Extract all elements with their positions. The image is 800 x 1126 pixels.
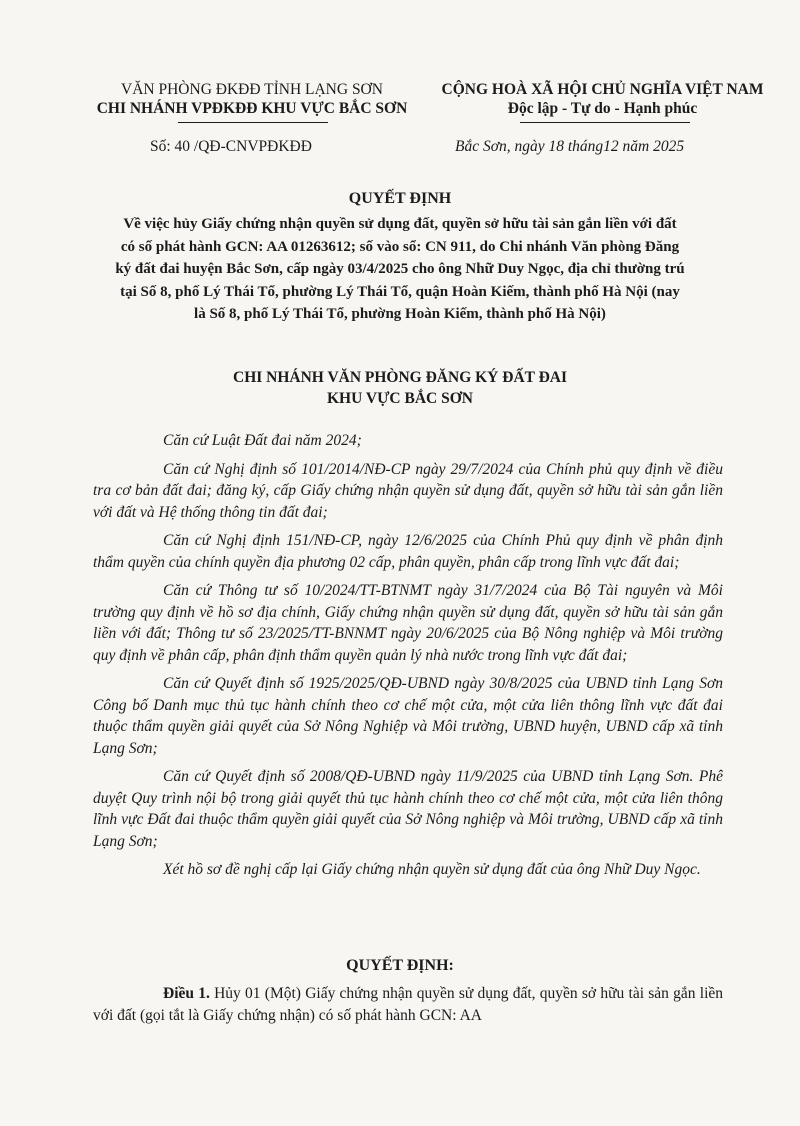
- document-subject: Về việc hủy Giấy chứng nhận quyền sử dụng đất, quyền sở hữu tài sản gắn liền với đất có số phát hành GCN: AA 01263612; số vào sổ: CN 911, do Chi nhánh Văn phòng Đăng ký đất đai huyện Bắc Sơn, cấp ngày 03/4/2025 cho ông Nhữ Duy Ngọc, địa chỉ thường trú tại Số 8, phố Lý Thái Tổ, phường Lý Thái Tổ, quận Hoàn Kiếm, thành phố Hà Nội (nay là Số 8, phố Lý Thái Tổ, phường Hoàn Kiếm, thành phố Hà Nội): [115, 216, 685, 322]
- agency-name: CHI NHÁNH VPĐKĐĐ KHU VỰC BẮC SƠN: [96, 100, 408, 117]
- legal-basis-item: Xét hồ sơ đề nghị cấp lại Giấy chứng nhận quyền sử dụng đất của ông Nhữ Duy Ngọc.: [163, 861, 701, 878]
- legal-basis-item: Căn cứ Quyết định số 2008/QĐ-UBND ngày 11/9/2025 của UBND tỉnh Lạng Sơn. Phê duyệt Quy trình nội bộ trong giải quyết thủ tục hành chính theo cơ chế một cửa, một cửa liên thông lĩnh vực Đất đai thuộc thẩm quyền giải quyết của Sở Nông nghiệp và Môi trường, UBND cấp xã tỉnh Lạng Sơn;: [93, 768, 723, 850]
- legal-basis-item: Căn cứ Nghị định 151/NĐ-CP, ngày 12/6/2025 của Chính Phủ quy định về phân định thẩm quyền của chính quyền địa phương 02 cấp, phân quyền, phân cấp trong lĩnh vực đất đai;: [93, 532, 723, 571]
- article-1-text: Hủy 01 (Một) Giấy chứng nhận quyền sử dụng đất, quyền sở hữu tài sản gắn liền với đất (gọi tắt là Giấy chứng nhận) có số phát hành GCN: AA: [93, 985, 724, 1024]
- article-1: [93, 983, 723, 1027]
- issuing-authority: [0, 367, 800, 409]
- document-number: Số: 40 /QĐ-CNVPĐKĐĐ: [150, 138, 312, 155]
- article-1-label: Điều 1.: [163, 985, 210, 1002]
- country-name: CỘNG HOÀ XÃ HỘI CHỦ NGHĨA VIỆT NAM: [441, 81, 764, 98]
- legal-basis-item: Căn cứ Luật Đất đai năm 2024;: [163, 432, 362, 449]
- document-date: Bắc Sơn, ngày 18 tháng12 năm 2025: [455, 138, 685, 155]
- motto-underline: [520, 122, 690, 123]
- agency-underline: [178, 122, 328, 123]
- parent-agency-name: VĂN PHÒNG ĐKĐĐ TỈNH LẠNG SƠN: [121, 81, 383, 98]
- legal-basis-item: Căn cứ Thông tư số 10/2024/TT-BTNMT ngày 31/7/2024 của Bộ Tài nguyên và Môi trường quy định về hồ sơ địa chính, Giấy chứng nhận quyền sử dụng đất, quyền sở hữu tài sản gắn liền với đất; Thông tư số 23/2025/TT-BNNMT ngày 20/6/2025 của Bộ Nông nghiệp và Môi trường quy định về phân cấp, phân định thẩm quyền quản lý nhà nước trong lĩnh vực đất đai;: [93, 582, 723, 664]
- national-motto-block: [425, 80, 780, 118]
- agency-block: [82, 80, 422, 118]
- issuer-line-2: KHU VỰC BẮC SƠN: [327, 390, 473, 407]
- legal-basis-item: Căn cứ Quyết định số 1925/2025/QĐ-UBND ngày 30/8/2025 của UBND tỉnh Lạng Sơn Công bố Danh mục thủ tục hành chính theo cơ chế một cửa, một cửa liên thông lĩnh vực đất đai thuộc thẩm quyền giải quyết của Sở Nông Nghiệp và Môi trường, UBND huyện, UBND cấp xã tỉnh Lạng Sơn;: [93, 675, 723, 757]
- issuer-line-1: CHI NHÁNH VĂN PHÒNG ĐĂNG KÝ ĐẤT ĐAI: [233, 369, 567, 386]
- legal-bases: [93, 430, 723, 888]
- document-title: QUYẾT ĐỊNH: [348, 190, 452, 207]
- legal-basis-item: Căn cứ Nghị định số 101/2014/NĐ-CP ngày 29/7/2024 của Chính phủ quy định về điều tra cơ bản đất đai; đăng ký, cấp Giấy chứng nhận quyền sử dụng đất, quyền sở hữu tài sản gắn liền với đất và Hệ thống thông tin đất đai;: [93, 460, 723, 521]
- national-motto: Độc lập - Tự do - Hạnh phúc: [507, 100, 698, 117]
- decision-heading: QUYẾT ĐỊNH:: [346, 957, 454, 974]
